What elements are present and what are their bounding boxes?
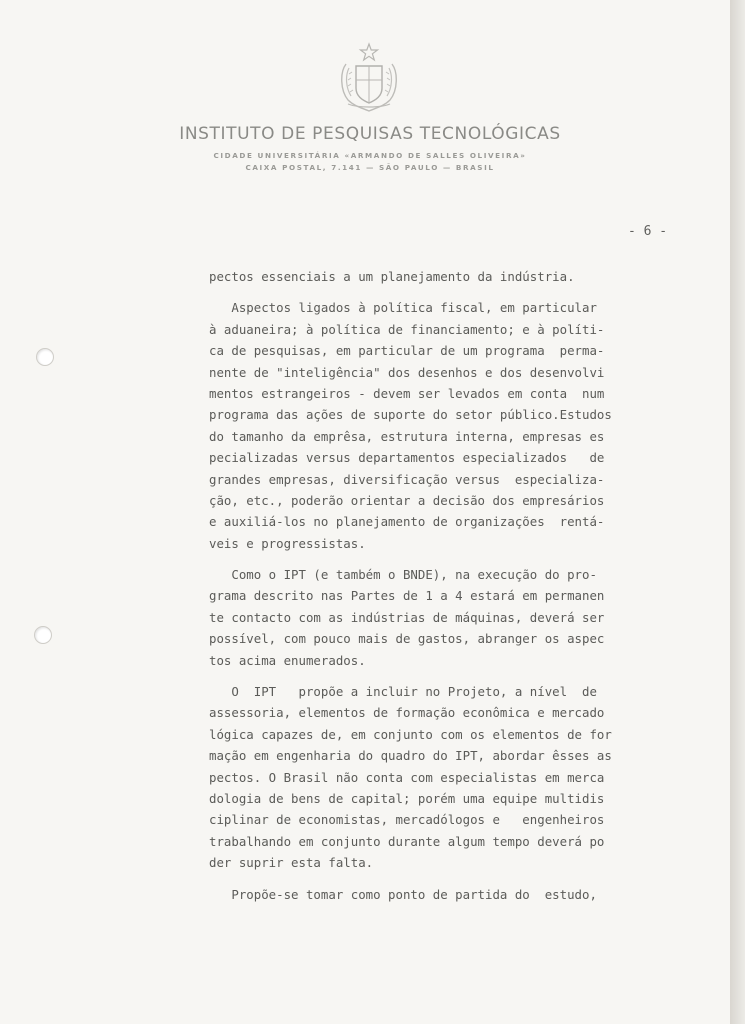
text-line: programa das ações de suporte do setor público.Estudos [209,407,612,423]
paragraph [209,681,689,874]
text-line: O IPT propõe a incluir no Projeto, a nível de [209,684,597,700]
text-line: trabalhando em conjunto durante algum tempo deverá po [209,833,605,849]
text-line: te contacto com as indústrias de máquinas, deverá ser [209,609,605,625]
text-line: pectos. O Brasil não conta com especialistas em merca [209,769,605,785]
state-coat-of-arms-icon [336,42,402,114]
document-body [209,266,689,905]
punch-hole [34,626,52,644]
paragraph [209,266,689,287]
text-line: mação em engenharia do quadro do IPT, abordar êsses as [209,748,612,764]
text-line: mentos estrangeiros - devem ser levados em conta num [209,385,605,401]
address-line-postal: CAIXA POSTAL, 7.141 — SÃO PAULO — BRASIL [245,163,495,172]
text-line: possível, com pouco mais de gastos, abranger os aspec [209,631,605,647]
text-line: nente de "inteligência" dos desenhos e dos desenvolvi [209,364,605,380]
text-line: grama descrito nas Partes de 1 a 4 estará em permanen [209,588,605,604]
paragraph [209,297,689,554]
text-line: tos acima enumerados. [209,652,366,668]
text-line: grandes empresas, diversificação versus especializa- [209,471,605,487]
text-line: ciplinar de economistas, mercadólogos e engenheiros [209,812,605,828]
punch-hole [36,348,54,366]
paragraph [209,564,689,671]
text-line: der suprir esta falta. [209,855,374,871]
text-line: do tamanho da emprêsa, estrutura interna, empresas es [209,428,605,444]
page-number: - 6 - [628,224,668,239]
text-line: Como o IPT (e também o BNDE), na execução do pro- [209,567,597,583]
text-line: à aduaneira; à política de financiamento; e à políti- [209,321,605,337]
institution-name: INSTITUTO DE PESQUISAS TECNOLÓGICAS [179,124,561,144]
text-line: pectos essenciais a um planejamento da indústria. [209,269,575,284]
text-line: dologia de bens de capital; porém uma equipe multidis [209,790,605,806]
text-line: assessoria, elementos de formação econômica e mercado [209,705,605,721]
text-line: e auxiliá-los no planejamento de organizações rentá- [209,514,605,530]
text-line: ca de pesquisas, em particular de um programa perma- [209,343,605,359]
text-line: pecializadas versus departamentos especializados de [209,450,605,466]
text-line: veis e progressistas. [209,535,366,551]
address-line-university: CIDADE UNIVERSITÁRIA «ARMANDO DE SALLES OLIVEIRA» [213,151,527,160]
page-edge [730,0,745,1024]
text-line: lógica capazes de, em conjunto com os elementos de for [209,726,612,742]
text-line: Aspectos ligados à política fiscal, em particular [209,300,597,316]
text-line: Propõe-se tomar como ponto de partida do estudo, [209,886,597,902]
paragraph [209,884,689,905]
text-line: ção, etc., poderão orientar a decisão dos empresários [209,492,605,508]
